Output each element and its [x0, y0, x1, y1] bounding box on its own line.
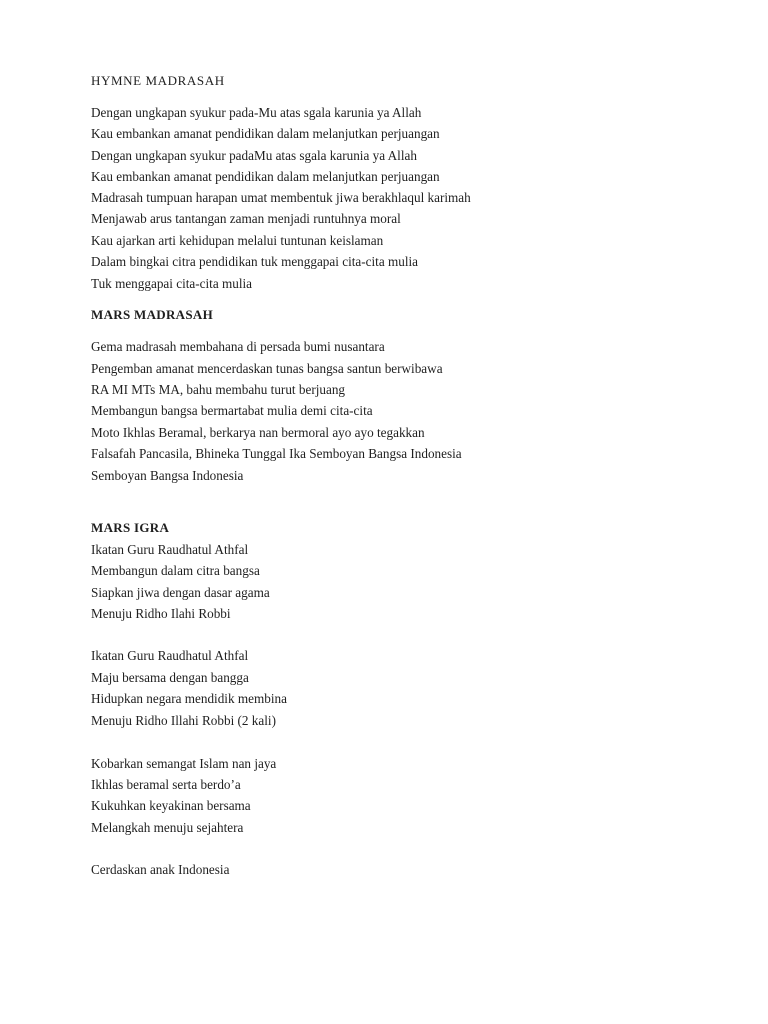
- lyric-line: Menjawab arus tantangan zaman menjadi runtuhnya moral: [91, 211, 401, 226]
- lyric-line: Siapkan jiwa dengan dasar agama: [91, 585, 270, 600]
- lyric-line: Kau embankan amanat pendidikan dalam melanjutkan perjuangan: [91, 169, 440, 184]
- lyric-line: Madrasah tumpuan harapan umat membentuk jiwa berakhlaqul karimah: [91, 190, 471, 205]
- lyric-line: Cerdaskan anak Indonesia: [91, 862, 230, 877]
- lyric-line: Hidupkan negara mendidik membina: [91, 691, 287, 706]
- lyric-line: Semboyan Bangsa Indonesia: [91, 468, 244, 483]
- lyric-line: Dalam bingkai citra pendidikan tuk menggapai cita-cita mulia: [91, 254, 419, 269]
- lyric-line: Moto Ikhlas Beramal, berkarya nan bermoral ayo ayo tegakkan: [91, 425, 425, 440]
- lyric-line: Ikhlas beramal serta berdo’a: [91, 777, 241, 792]
- lyric-line: Dengan ungkapan syukur pada-Mu atas sgala karunia ya Allah: [91, 105, 422, 120]
- lyric-line: Gema madrasah membahana di persada bumi nusantara: [91, 339, 385, 354]
- lyric-line: Menuju Ridho Ilahi Robbi: [91, 606, 231, 621]
- lyric-line: Dengan ungkapan syukur padaMu atas sgala karunia ya Allah: [91, 148, 417, 163]
- lyric-line: Kobarkan semangat Islam nan jaya: [91, 756, 277, 771]
- lyric-line: Kau ajarkan arti kehidupan melalui tuntunan keislaman: [91, 233, 384, 248]
- lyric-line: Maju bersama dengan bangga: [91, 670, 249, 685]
- lyric-line: RA MI MTs MA, bahu membahu turut berjuang: [91, 382, 346, 397]
- lyric-line: Menuju Ridho Illahi Robbi (2 kali): [91, 713, 276, 728]
- section-title-mars-igra: MARS IGRA: [91, 520, 170, 535]
- section-title-hymne: HYMNE MADRASAH: [91, 73, 225, 88]
- section-title-mars-madrasah: MARS MADRASAH: [91, 307, 213, 322]
- lyric-line: Melangkah menuju sejahtera: [91, 820, 244, 835]
- lyric-line: Ikatan Guru Raudhatul Athfal: [91, 542, 249, 557]
- lyric-line: Membangun bangsa bermartabat mulia demi cita-cita: [91, 403, 373, 418]
- lyric-line: Falsafah Pancasila, Bhineka Tunggal Ika Semboyan Bangsa Indonesia: [91, 446, 462, 461]
- lyric-line: Tuk menggapai cita-cita mulia: [91, 276, 253, 291]
- lyric-line: Ikatan Guru Raudhatul Athfal: [91, 648, 249, 663]
- lyric-line: Pengemban amanat mencerdaskan tunas bangsa santun berwibawa: [91, 361, 443, 376]
- lyric-line: Kukuhkan keyakinan bersama: [91, 798, 251, 813]
- lyric-line: Kau embankan amanat pendidikan dalam melanjutkan perjuangan: [91, 126, 440, 141]
- lyric-line: Membangun dalam citra bangsa: [91, 563, 260, 578]
